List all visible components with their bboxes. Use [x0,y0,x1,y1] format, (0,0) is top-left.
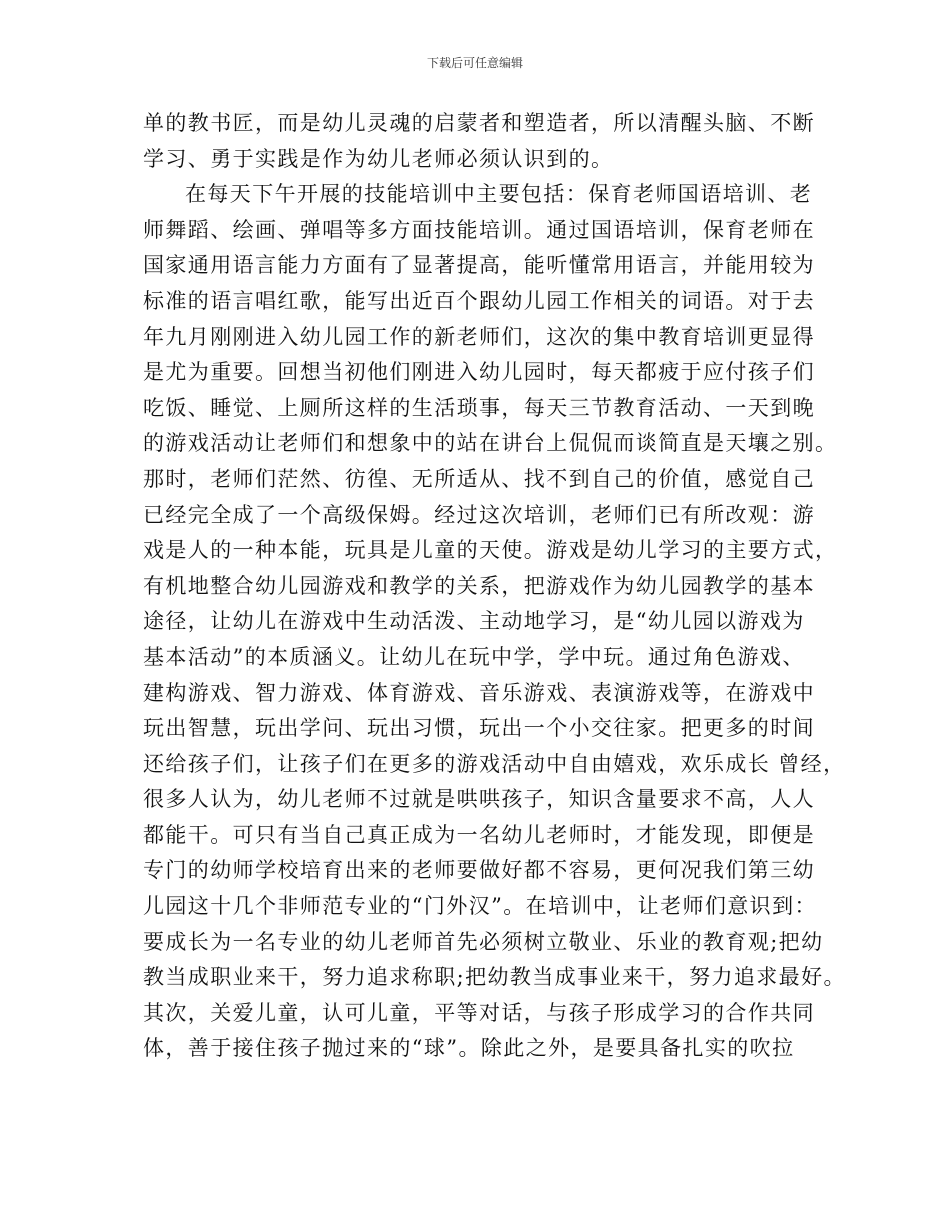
text-line: 国家通用语言能力方面有了显著提高，能听懂常用语言，并能用较为 [143,253,815,278]
text-line: 有机地整合幼儿园游戏和教学的关系，把游戏作为幼儿园教学的基本 [143,573,815,598]
text-line: 已经完全成了一个高级保姆。经过这次培训，老师们已有所改观：游 [143,502,815,527]
text-line: 标准的语言唱红歌，能写出近百个跟幼儿园工作相关的词语。对于去 [143,288,815,313]
text-line: 基本活动”的本质涵义。让幼儿在玩中学，学中玩。通过角色游戏、 [143,644,805,669]
text-line: 师舞蹈、绘画、弹唱等多方面技能培训。通过国语培训，保育老师在 [143,217,815,242]
paragraph-first-line: 在每天下午开展的技能培训中主要包括：保育老师国语培训、老 [185,182,813,207]
text-line: 的游戏活动让老师们和想象中的站在讲台上侃侃而谈简直是天壤之别。 [143,431,838,456]
text-line: 其次，关爱儿童，认可儿童，平等对话，与孩子形成学习的合作共同 [143,1000,815,1025]
text-line: 是尤为重要。回想当初他们刚进入幼儿园时，每天都疲于应付孩子们 [143,360,815,385]
text-line [143,1067,833,1103]
text-line: 还给孩子们，让孩子们在更多的游戏活动中自由嬉戏，欢乐成长 曾经， [143,751,846,776]
text-line: 戏是人的一种本能，玩具是儿童的天使。游戏是幼儿学习的主要方式， [143,538,838,563]
page-header-note: 下载后可任意编辑 [426,56,523,70]
text-line: 年九月刚刚进入幼儿园工作的新老师们，这次的集中教育培训更显得 [143,324,815,349]
text-line: 途径，让幼儿在游戏中生动活泼、主动地学习，是“幼儿园以游戏为 [143,609,805,634]
text-line: 学习、勇于实践是作为幼儿老师必须认识到的。 [143,146,614,171]
text-line: 教当成职业来干，努力追求称职;把幼教当成事业来干，努力追求最好。 [143,965,846,990]
text-line: 都能干。可只有当自己真正成为一名幼儿老师时，才能发现，即便是 [143,822,815,847]
text-line: 单的教书匠，而是幼儿灵魂的启蒙者和塑造者，所以清醒头脑、不断 [143,111,815,135]
text-line: 专门的幼师学校培育出来的老师要做好都不容易，更何况我们第三幼 [143,858,815,883]
text-line: 很多人认为，幼儿老师不过就是哄哄孩子，知识含量要求不高，人人 [143,787,815,812]
document-body [143,106,846,1103]
text-line: 那时，老师们茫然、彷徨、无所适从、找不到自己的价值，感觉自己 [143,466,815,491]
text-line: 吃饭、睡觉、上厕所这样的生活琐事，每天三节教育活动、一天到晚 [143,395,815,420]
text-line: 体，善于接住孩子抛过来的“球”。除此之外，是要具备扎实的吹拉 [143,1036,795,1061]
text-line: 儿园这十几个非师范专业的“门外汉”。在培训中，让老师们意识到： [143,894,817,919]
text-line: 建构游戏、智力游戏、体育游戏、音乐游戏、表演游戏等，在游戏中 [143,680,815,705]
text-line: 玩出智慧，玩出学问、玩出习惯，玩出一个小交往家。把更多的时间 [143,716,815,741]
text-line: 要成长为一名专业的幼儿老师首先必须树立敬业、乐业的教育观;把幼 [143,929,824,954]
